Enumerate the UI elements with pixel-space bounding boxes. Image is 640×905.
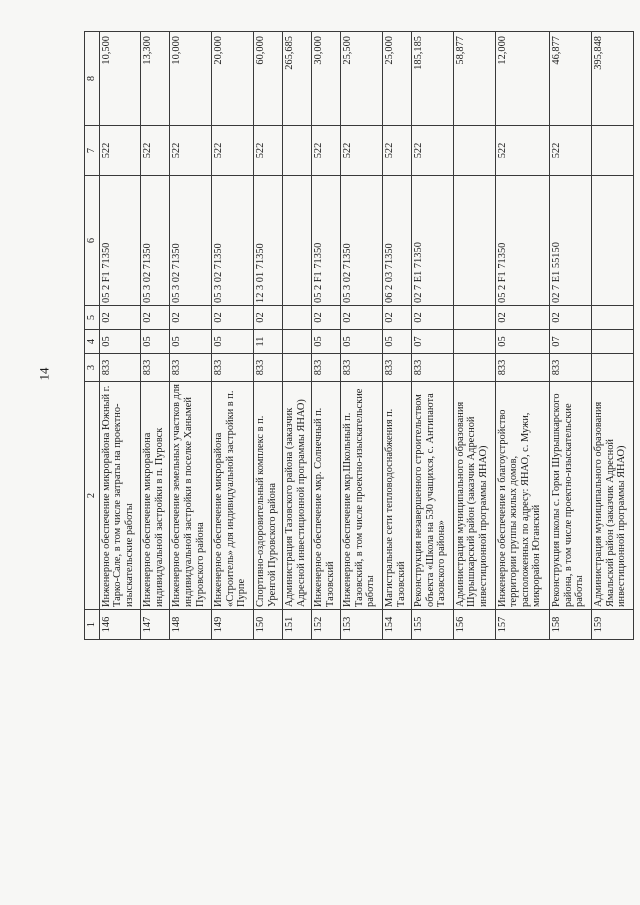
table-cell: 522 — [254, 126, 283, 176]
table-cell: 05 — [312, 330, 341, 354]
table-cell: 154 — [382, 610, 411, 640]
table-row — [141, 32, 170, 640]
table-cell: 05 2 F1 71350 — [312, 176, 341, 306]
table-cell: 02 7 E1 55150 — [550, 176, 592, 306]
table-cell — [283, 176, 312, 306]
table-row — [550, 32, 592, 640]
table-cell: 02 — [312, 306, 341, 330]
table-cell — [592, 126, 634, 176]
table-cell: 12,000 — [495, 32, 550, 126]
table-cell: 13,300 — [141, 32, 170, 126]
table-cell: 12 3 01 71350 — [254, 176, 283, 306]
header-cell: 5 — [85, 306, 100, 330]
table-cell: 833 — [170, 354, 212, 382]
table-cell: 02 — [382, 306, 411, 330]
table-row — [495, 32, 550, 640]
table-cell: 522 — [550, 126, 592, 176]
rotated-page — [84, 32, 634, 640]
table-cell: 11 — [254, 330, 283, 354]
table-cell: Инженерное обеспечение микрорайона «Строитель» для индивидуальной застройки в п. Пурпе — [212, 382, 254, 610]
table-cell: 02 — [99, 306, 141, 330]
table-cell: 02 — [550, 306, 592, 330]
table-cell: 05 3 02 71350 — [170, 176, 212, 306]
table-cell: 833 — [212, 354, 254, 382]
table-cell — [453, 306, 495, 330]
table-row — [283, 32, 312, 640]
table-cell: 265,685 — [283, 32, 312, 126]
table-cell: 148 — [170, 610, 212, 640]
table-cell: Инженерное обеспечение мкр. Солнечный п. Тазовский — [312, 382, 341, 610]
table-cell: 395,848 — [592, 32, 634, 126]
header-cell: 7 — [85, 126, 100, 176]
table-cell: 10,000 — [170, 32, 212, 126]
table-cell: 07 — [550, 330, 592, 354]
table-cell: 522 — [99, 126, 141, 176]
table-cell: 05 3 02 71350 — [141, 176, 170, 306]
table-cell: 833 — [382, 354, 411, 382]
table-cell: 833 — [312, 354, 341, 382]
table-cell: 833 — [550, 354, 592, 382]
table-cell: 151 — [283, 610, 312, 640]
table-cell: Инженерное обеспечение земельных участков для индивидуальной застройки в поселке Ханымей Пуровского района — [170, 382, 212, 610]
table-cell: 05 — [341, 330, 383, 354]
table-row — [312, 32, 341, 640]
table-cell: Администрация муниципального образования Шурышкарский район (заказчик Адресной инвестиционной программы ЯНАО) — [453, 382, 495, 610]
table-row — [453, 32, 495, 640]
table-cell — [592, 176, 634, 306]
table-cell: 833 — [99, 354, 141, 382]
table-cell: 05 — [212, 330, 254, 354]
table-cell: 02 — [341, 306, 383, 330]
table-cell: 833 — [254, 354, 283, 382]
table-cell: 152 — [312, 610, 341, 640]
table-cell: 10,500 — [99, 32, 141, 126]
table-cell: 833 — [141, 354, 170, 382]
header-cell: 4 — [85, 330, 100, 354]
table-cell: 522 — [495, 126, 550, 176]
table-cell: 05 — [382, 330, 411, 354]
table-cell: 05 — [170, 330, 212, 354]
table-row — [411, 32, 453, 640]
header-cell: 3 — [85, 354, 100, 382]
table-cell: 185,185 — [411, 32, 453, 126]
table-cell: 833 — [411, 354, 453, 382]
table-cell: 833 — [341, 354, 383, 382]
table-row — [382, 32, 411, 640]
table-cell: 02 7 E1 71350 — [411, 176, 453, 306]
table-cell: 02 — [254, 306, 283, 330]
table-cell: 30,000 — [312, 32, 341, 126]
table-cell: 25,000 — [382, 32, 411, 126]
table-cell: 07 — [411, 330, 453, 354]
table-row — [170, 32, 212, 640]
table-cell: 05 — [495, 330, 550, 354]
table-cell: Спортивно-оздоровительный комплекс в п. Уренгой Пуровского района — [254, 382, 283, 610]
table-cell: 157 — [495, 610, 550, 640]
table-cell — [592, 354, 634, 382]
header-cell: 8 — [85, 32, 100, 126]
table-cell: 02 — [170, 306, 212, 330]
table-cell: Инженерное обеспечение микрорайона Южный г. Тарко-Сале, в том числе затраты на проектно-изыскательские работы — [99, 382, 141, 610]
table-cell — [283, 306, 312, 330]
table-cell: 158 — [550, 610, 592, 640]
table-cell: 60,000 — [254, 32, 283, 126]
table-cell: Реконструкция школы с. Горки Шурышкарского района, в том числе проектно-изыскательские работы — [550, 382, 592, 610]
table-cell: 147 — [141, 610, 170, 640]
table-row — [341, 32, 383, 640]
table-cell: 05 2 F1 71350 — [495, 176, 550, 306]
table-cell: Реконструкция незавершенного строительством объекта «Школа на 530 учащихся, с. Антипаюта Тазовского района» — [411, 382, 453, 610]
table-cell — [453, 126, 495, 176]
table-cell: Инженерное обеспечение и благоустройство территории группы жилых домов, расположенных по адресу: ЯНАО, с. Мужи, микрорайон Юганский — [495, 382, 550, 610]
table-cell: 156 — [453, 610, 495, 640]
page-number: 14 — [36, 367, 52, 381]
table-cell: 150 — [254, 610, 283, 640]
table-cell: 833 — [495, 354, 550, 382]
table-row — [592, 32, 634, 640]
header-cell: 1 — [85, 610, 100, 640]
table-cell: 46,877 — [550, 32, 592, 126]
table-cell: 149 — [212, 610, 254, 640]
table-row — [212, 32, 254, 640]
table-cell: 02 — [141, 306, 170, 330]
table-cell: 02 — [411, 306, 453, 330]
table-cell: 05 — [99, 330, 141, 354]
table-cell: 155 — [411, 610, 453, 640]
table-cell — [283, 330, 312, 354]
table-cell — [283, 354, 312, 382]
table-cell: 05 3 02 71350 — [341, 176, 383, 306]
table-cell: 05 3 02 71350 — [212, 176, 254, 306]
table-cell: 06 2 03 71350 — [382, 176, 411, 306]
table-cell: 02 — [212, 306, 254, 330]
table-cell: 02 — [495, 306, 550, 330]
table-cell: 20,000 — [212, 32, 254, 126]
table-cell — [592, 330, 634, 354]
table-cell: Магистральные сети тепловодоснабжения п. Тазовский — [382, 382, 411, 610]
table-cell: 522 — [341, 126, 383, 176]
header-row — [85, 32, 100, 640]
table-cell: Администрация Тазовского района (заказчик Адресной инвестиционной программы ЯНАО) — [283, 382, 312, 610]
table-cell: 522 — [382, 126, 411, 176]
table-cell: 522 — [411, 126, 453, 176]
table-cell: 25,500 — [341, 32, 383, 126]
table-cell — [453, 330, 495, 354]
header-cell: 2 — [85, 382, 100, 610]
table-row — [99, 32, 141, 640]
table-cell: 05 2 F1 71350 — [99, 176, 141, 306]
table-cell — [283, 126, 312, 176]
table-cell: 159 — [592, 610, 634, 640]
table-cell: Инженерное обеспечение микрорайона индивидуальной застройки в п. Пуровск — [141, 382, 170, 610]
table-cell: 522 — [212, 126, 254, 176]
table-cell — [453, 354, 495, 382]
table-cell: 05 — [141, 330, 170, 354]
table-cell: 153 — [341, 610, 383, 640]
table-cell: 522 — [141, 126, 170, 176]
table-cell: 522 — [312, 126, 341, 176]
table-cell: Инженерное обеспечение мкр.Школьный п. Тазовский, в том числе проектно-изыскательские работы — [341, 382, 383, 610]
table-cell: 146 — [99, 610, 141, 640]
header-cell: 6 — [85, 176, 100, 306]
table-cell: 58,877 — [453, 32, 495, 126]
table-cell — [592, 306, 634, 330]
table-row — [254, 32, 283, 640]
table-cell: 522 — [170, 126, 212, 176]
table-cell: Администрация муниципального образования Ямальский район (заказчик Адресной инвестиционной программы ЯНАО) — [592, 382, 634, 610]
table-cell — [453, 176, 495, 306]
budget-table — [84, 31, 634, 640]
